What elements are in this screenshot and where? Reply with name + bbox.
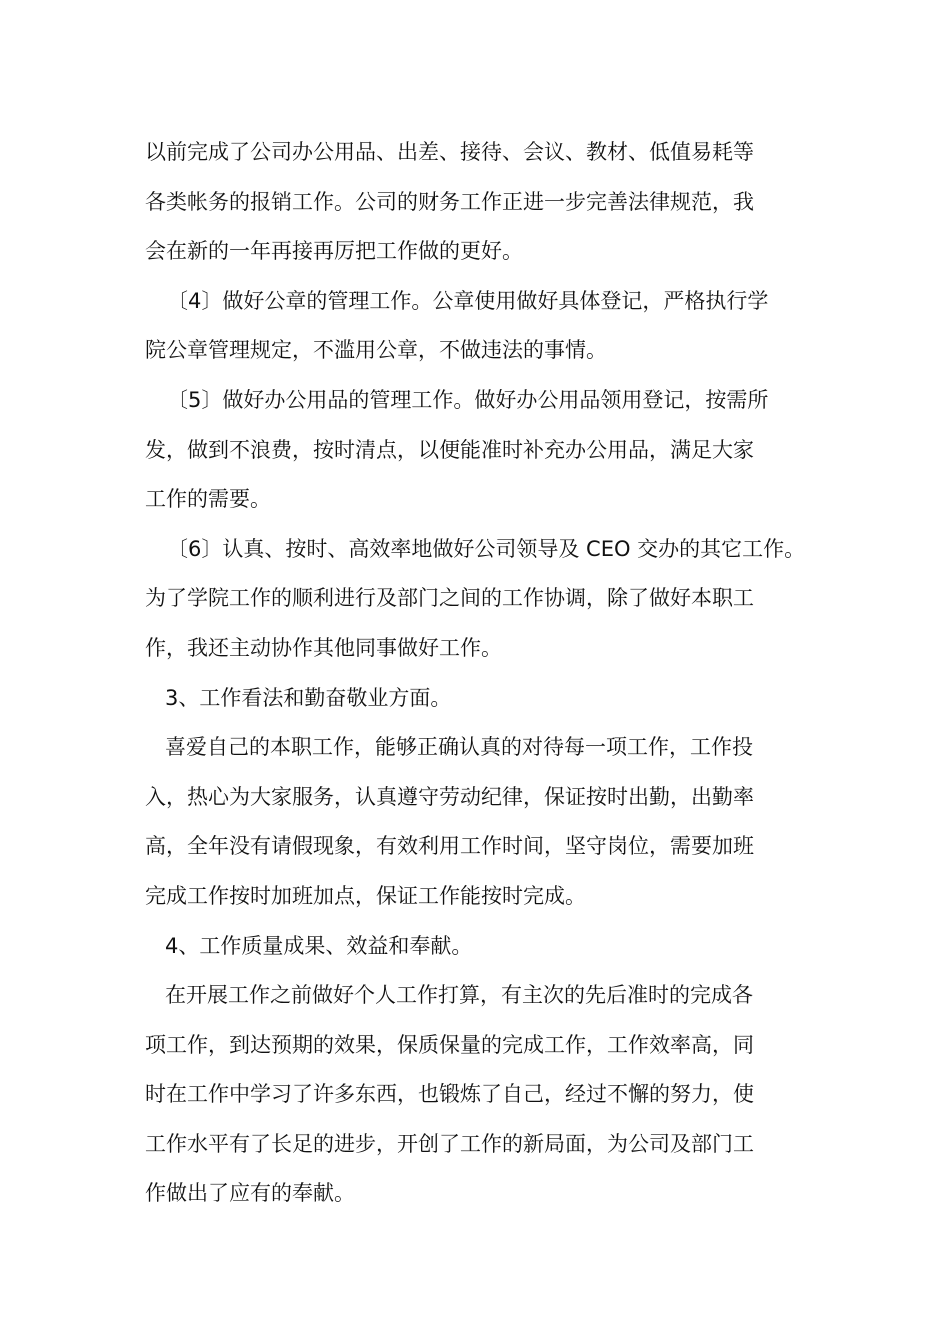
text-line: 喜爱自己的本职工作，能够正确认真的对待每一项工作，工作投 <box>165 735 753 760</box>
section-heading: 4、工作质量成果、效益和奉献。 <box>165 933 473 958</box>
text-line: 时在工作中学习了许多东西，也锻炼了自己，经过不懈的努力，使 <box>145 1082 754 1107</box>
text-line: 院公章管理规定，不滥用公章，不做违法的事情。 <box>145 338 607 363</box>
text-line: 为了学院工作的顺利进行及部门之间的工作协调，除了做好本职工 <box>145 586 754 611</box>
text-line: 发，做到不浪费，按时清点，以便能准时补充办公用品，满足大家 <box>145 437 754 462</box>
text-line: 作做出了应有的奉献。 <box>145 1181 355 1206</box>
text-line: 〔4〕做好公章的管理工作。公章使用做好具体登记，严格执行学 <box>167 288 769 313</box>
text-line: 工作的需要。 <box>145 487 271 512</box>
text-line: 以前完成了公司办公用品、出差、接待、会议、教材、低值易耗等 <box>145 140 754 164</box>
document-body <box>145 128 810 1219</box>
text-line: 完成工作按时加班加点，保证工作能按时完成。 <box>145 883 586 908</box>
text-line: 高，全年没有请假现象，有效利用工作时间，坚守岗位，需要加班 <box>145 834 754 859</box>
text-line: 作，我还主动协作其他同事做好工作。 <box>145 635 502 660</box>
text-line: 〔6〕认真、按时、高效率地做好公司领导及 CEO 交办的其它工作。 <box>167 536 806 561</box>
text-line: 各类帐务的报销工作。公司的财务工作正进一步完善法律规范，我 <box>145 189 754 214</box>
text-line: 在开展工作之前做好个人工作打算，有主次的先后准时的完成各 <box>165 983 753 1008</box>
text-line: 〔5〕做好办公用品的管理工作。做好办公用品领用登记，按需所 <box>167 387 769 412</box>
text-line: 工作水平有了长足的进步，开创了工作的新局面，为公司及部门工 <box>145 1131 754 1156</box>
text-line: 项工作，到达预期的效果，保质保量的完成工作，工作效率高，同 <box>145 1032 754 1057</box>
section-heading: 3、工作看法和勤奋敬业方面。 <box>165 685 452 710</box>
text-line: 入，热心为大家服务，认真遵守劳动纪律，保证按时出勤，出勤率 <box>145 784 754 809</box>
text-line: 会在新的一年再接再厉把工作做的更好。 <box>145 239 523 264</box>
